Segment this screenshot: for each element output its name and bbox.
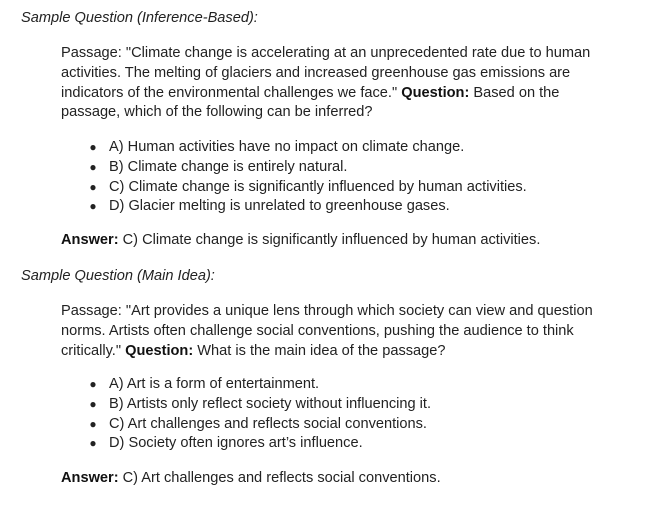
question-label: Question: (401, 84, 470, 101)
answer-line (61, 469, 441, 489)
bullet-icon: ● (89, 377, 97, 391)
options-list (87, 375, 431, 454)
answer-label: Answer: (61, 470, 119, 486)
bullet-icon: ● (89, 159, 97, 174)
option-text: C) Climate change is significantly influenced by human activities. (109, 178, 527, 195)
question-block (61, 302, 621, 486)
bullet-icon: ● (89, 436, 97, 451)
passage-text: Passage: "Art provides a unique lens through which society can view and question norms. Artists often challenge social conventions, pushing the audience to think critically." (61, 303, 593, 359)
answer-text: C) Art challenges and reflects social conventions. (122, 470, 441, 486)
option-item (87, 415, 431, 435)
question-text: Based on the passage, which of the following can be inferred? (61, 84, 560, 121)
option-text: C) Art challenges and reflects social conventions. (109, 415, 427, 432)
option-item (87, 395, 431, 415)
option-text: A) Art is a form of entertainment. (109, 376, 320, 392)
passage-paragraph (61, 44, 621, 123)
question-block (61, 44, 621, 248)
passage-text: Passage: "Climate change is accelerating at an unprecedented rate due to human activities. The melting of glaciers and increased greenhouse gas emissions are indicators of the environmental challenges we face." (61, 45, 591, 101)
options-list (87, 138, 527, 217)
answer-text: C) Climate change is significantly influenced by human activities. (122, 232, 541, 248)
answer-line (61, 231, 540, 251)
question-heading: Sample Question (Inference-Based): (21, 10, 258, 26)
bullet-icon: ● (89, 140, 97, 154)
passage-paragraph (61, 302, 621, 361)
bullet-icon: ● (89, 199, 97, 214)
option-item (87, 138, 527, 158)
option-item (87, 375, 431, 395)
option-text: A) Human activities have no impact on climate change. (109, 139, 465, 155)
bullet-icon: ● (89, 179, 97, 194)
option-item (87, 434, 431, 454)
option-item (87, 158, 527, 178)
question-heading: Sample Question (Main Idea): (21, 268, 215, 284)
option-text: B) Artists only reflect society without influencing it. (109, 395, 432, 412)
question-label: Question: (125, 342, 194, 359)
option-text: B) Climate change is entirely natural. (109, 158, 348, 175)
option-text: D) Glacier melting is unrelated to greenhouse gases. (109, 198, 450, 215)
option-item (87, 178, 527, 198)
bullet-icon: ● (89, 396, 97, 411)
question-text: What is the main idea of the passage? (197, 342, 446, 359)
bullet-icon: ● (89, 416, 97, 431)
answer-label: Answer: (61, 232, 119, 248)
option-item (87, 197, 527, 217)
option-text: D) Society often ignores art’s influence. (109, 435, 363, 452)
